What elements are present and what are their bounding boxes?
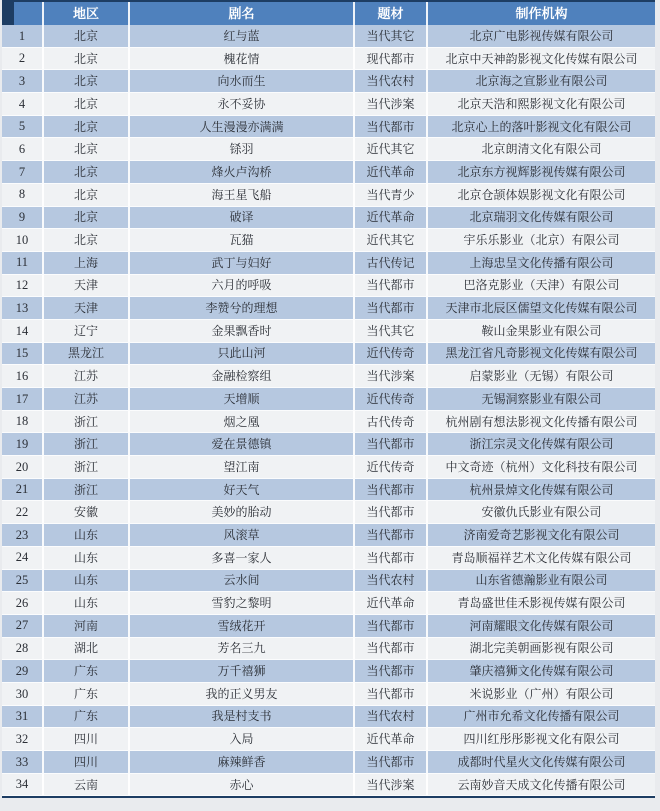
row-number-cell: 25 (2, 570, 44, 592)
table-row (2, 320, 655, 343)
row-number-cell: 30 (2, 683, 44, 705)
region-cell: 浙江 (44, 433, 130, 455)
producer-cell: 安徽仇氏影业有限公司 (481, 505, 602, 520)
row-number-cell: 1 (2, 25, 44, 47)
title-cell: 烟之凰 (130, 411, 355, 433)
row-number-cell: 27 (2, 615, 44, 637)
row-number-cell: 16 (2, 365, 44, 387)
table-row (2, 706, 655, 729)
region-cell: 北京 (44, 138, 130, 160)
title-cell: 好天气 (130, 479, 355, 501)
genre-cell: 当代都市 (355, 524, 428, 546)
table-row (2, 547, 655, 570)
title-cell: 入局 (130, 728, 355, 750)
genre-cell: 当代都市 (355, 501, 428, 523)
region-cell: 广东 (44, 683, 130, 705)
title-cell: 破译 (130, 207, 355, 229)
table-row (2, 660, 655, 683)
genre-cell: 近代传奇 (355, 343, 428, 365)
table-row (2, 207, 655, 230)
producer-cell: 广州市允希文化传播有限公司 (463, 709, 620, 724)
region-cell: 浙江 (44, 456, 130, 478)
producer-cell: 青岛顺福祥艺术文化传媒有限公司 (451, 550, 632, 565)
genre-cell: 古代传奇 (355, 411, 428, 433)
table-row (2, 592, 655, 615)
genre-cell: 近代其它 (355, 138, 428, 160)
producer-cell: 四川红彤彤影视文化有限公司 (463, 732, 620, 747)
producer-cell: 云南妙音天成文化传播有限公司 (457, 777, 626, 792)
row-number-cell: 26 (2, 592, 44, 614)
producer-cell: 山东省德瀚影业有限公司 (475, 573, 608, 588)
title-cell: 望江南 (130, 456, 355, 478)
producer-cell: 济南爱奇艺影视文化有限公司 (463, 527, 620, 542)
genre-cell: 近代传奇 (355, 388, 428, 410)
title-cell: 瓦猫 (130, 229, 355, 251)
header-cell-title: 剧名 (130, 2, 355, 25)
table-row (2, 229, 655, 252)
row-number-cell: 21 (2, 479, 44, 501)
row-number-cell: 32 (2, 728, 44, 750)
genre-cell: 当代都市 (355, 297, 428, 319)
table-row (2, 615, 655, 638)
row-number-cell: 13 (2, 297, 44, 319)
title-cell: 海王星飞船 (130, 184, 355, 206)
genre-cell: 近代传奇 (355, 456, 428, 478)
producer-cell: 米说影业（广州）有限公司 (469, 686, 614, 701)
region-cell: 河南 (44, 615, 130, 637)
producer-cell: 巴洛克影业（天津）有限公司 (463, 278, 620, 293)
genre-cell: 现代都市 (355, 48, 428, 70)
row-number-cell: 28 (2, 638, 44, 660)
table-row (2, 365, 655, 388)
row-number-cell: 34 (2, 774, 44, 796)
row-number-cell: 12 (2, 275, 44, 297)
producer-cell: 北京东方视辉影视传媒有限公司 (457, 164, 626, 179)
title-cell: 风滚草 (130, 524, 355, 546)
region-cell: 北京 (44, 48, 130, 70)
row-number-cell: 22 (2, 501, 44, 523)
genre-cell: 当代都市 (355, 660, 428, 682)
region-cell: 北京 (44, 184, 130, 206)
table-row (2, 252, 655, 275)
row-number-cell: 23 (2, 524, 44, 546)
producer-cell: 肇庆禧狮文化传媒有限公司 (469, 664, 614, 679)
genre-cell: 近代革命 (355, 161, 428, 183)
producer-cell: 北京仓颉体娱影视文化有限公司 (457, 187, 626, 202)
region-cell: 天津 (44, 275, 130, 297)
title-cell: 多喜一家人 (130, 547, 355, 569)
region-cell: 北京 (44, 229, 130, 251)
genre-cell: 当代农村 (355, 570, 428, 592)
title-cell: 芳名三九 (130, 638, 355, 660)
table-body (2, 25, 655, 796)
table-row (2, 48, 655, 71)
header-corner-accent (2, 2, 14, 25)
title-cell: 麻辣鲜香 (130, 751, 355, 773)
genre-cell: 近代革命 (355, 728, 428, 750)
title-cell: 天增顺 (130, 388, 355, 410)
genre-cell: 当代都市 (355, 638, 428, 660)
table-row (2, 138, 655, 161)
table-row (2, 524, 655, 547)
row-number-cell: 24 (2, 547, 44, 569)
row-number-cell: 3 (2, 70, 44, 92)
genre-cell: 当代农村 (355, 706, 428, 728)
genre-cell: 当代涉案 (355, 93, 428, 115)
genre-cell: 当代都市 (355, 479, 428, 501)
row-number-cell: 33 (2, 751, 44, 773)
producer-cell: 河南耀眼文化传媒有限公司 (469, 618, 614, 633)
title-cell: 爱在景德镇 (130, 433, 355, 455)
table-row (2, 433, 655, 456)
table-row (2, 275, 655, 298)
row-number-cell: 9 (2, 207, 44, 229)
genre-cell: 近代革命 (355, 592, 428, 614)
table-row (2, 570, 655, 593)
table-row (2, 388, 655, 411)
title-cell: 赤心 (130, 774, 355, 796)
region-cell: 湖北 (44, 638, 130, 660)
table-row (2, 728, 655, 751)
region-cell: 辽宁 (44, 320, 130, 342)
region-cell: 浙江 (44, 479, 130, 501)
row-number-cell: 10 (2, 229, 44, 251)
producer-cell: 无锡洞察影业有限公司 (481, 391, 602, 406)
genre-cell: 当代农村 (355, 70, 428, 92)
region-cell: 北京 (44, 116, 130, 138)
table-row (2, 93, 655, 116)
region-cell: 黑龙江 (44, 343, 130, 365)
region-cell: 云南 (44, 774, 130, 796)
title-cell: 雪豹之黎明 (130, 592, 355, 614)
genre-cell: 当代都市 (355, 547, 428, 569)
producer-cell: 上海忠呈文化传播有限公司 (469, 255, 614, 270)
row-number-cell: 5 (2, 116, 44, 138)
producer-cell: 北京中天神韵影视文化传媒有限公司 (445, 51, 638, 66)
genre-cell: 当代涉案 (355, 774, 428, 796)
region-cell: 江苏 (44, 388, 130, 410)
producer-cell: 北京天浩和熙影视文化有限公司 (457, 96, 626, 111)
producer-cell: 北京海之宣影业有限公司 (475, 74, 608, 89)
region-cell: 山东 (44, 547, 130, 569)
row-number-cell: 15 (2, 343, 44, 365)
table-row (2, 25, 655, 48)
region-cell: 广东 (44, 660, 130, 682)
row-number-cell: 7 (2, 161, 44, 183)
table-row (2, 343, 655, 366)
producer-cell: 杭州景焯文化传媒有限公司 (469, 482, 614, 497)
producer-cell: 北京朗清文化有限公司 (481, 142, 602, 157)
region-cell: 山东 (44, 570, 130, 592)
title-cell: 永不妥协 (130, 93, 355, 115)
genre-cell: 当代都市 (355, 683, 428, 705)
header-cell-region: 地区 (44, 2, 130, 25)
genre-cell: 近代其它 (355, 229, 428, 251)
region-cell: 山东 (44, 592, 130, 614)
genre-cell: 当代都市 (355, 433, 428, 455)
title-cell: 美妙的胎动 (130, 501, 355, 523)
title-cell: 我是村支书 (130, 706, 355, 728)
drama-table (2, 0, 655, 798)
producer-cell: 中文奇迹（杭州）文化科技有限公司 (445, 459, 638, 474)
table-row (2, 683, 655, 706)
producer-cell: 北京心上的落叶影视文化有限公司 (451, 119, 632, 134)
title-cell: 武丁与妇好 (130, 252, 355, 274)
table-row (2, 161, 655, 184)
producer-cell: 启蒙影业（无锡）有限公司 (469, 369, 614, 384)
genre-cell: 近代革命 (355, 207, 428, 229)
producer-cell: 北京广电影视传媒有限公司 (469, 28, 614, 43)
region-cell: 浙江 (44, 411, 130, 433)
genre-cell: 当代都市 (355, 275, 428, 297)
row-number-cell: 11 (2, 252, 44, 274)
title-cell: 金融检察组 (130, 365, 355, 387)
title-cell: 人生漫漫亦满满 (130, 116, 355, 138)
row-number-cell: 4 (2, 93, 44, 115)
region-cell: 广东 (44, 706, 130, 728)
table-row (2, 116, 655, 139)
genre-cell: 当代都市 (355, 751, 428, 773)
producer-cell: 宇乐乐影业（北京）有限公司 (463, 233, 620, 248)
row-number-cell: 19 (2, 433, 44, 455)
title-cell: 金果飘香时 (130, 320, 355, 342)
title-cell: 只此山河 (130, 343, 355, 365)
region-cell: 四川 (44, 728, 130, 750)
table-row (2, 456, 655, 479)
table-row (2, 184, 655, 207)
title-cell: 六月的呼吸 (130, 275, 355, 297)
row-number-cell: 17 (2, 388, 44, 410)
title-cell: 烽火卢沟桥 (130, 161, 355, 183)
row-number-cell: 2 (2, 48, 44, 70)
title-cell: 雪绒花开 (130, 615, 355, 637)
region-cell: 山东 (44, 524, 130, 546)
genre-cell: 当代青少 (355, 184, 428, 206)
title-cell: 红与蓝 (130, 25, 355, 47)
region-cell: 四川 (44, 751, 130, 773)
genre-cell: 当代涉案 (355, 365, 428, 387)
producer-cell: 杭州剧有想法影视文化传播有限公司 (445, 414, 638, 429)
table-row (2, 501, 655, 524)
table-row (2, 774, 655, 797)
genre-cell: 当代都市 (355, 615, 428, 637)
producer-cell: 鞍山金果影业有限公司 (481, 323, 602, 338)
producer-cell: 湖北完美朝画影视有限公司 (469, 641, 614, 656)
row-number-cell: 18 (2, 411, 44, 433)
region-cell: 北京 (44, 161, 130, 183)
header-cell-producer: 制作机构 (515, 6, 568, 21)
table-row (2, 411, 655, 434)
genre-cell: 当代都市 (355, 116, 428, 138)
table-row (2, 638, 655, 661)
title-cell: 我的正义男友 (130, 683, 355, 705)
title-cell: 李赞兮的理想 (130, 297, 355, 319)
row-number-cell: 8 (2, 184, 44, 206)
producer-cell: 成都时代星火文化传媒有限公司 (457, 754, 626, 769)
region-cell: 北京 (44, 207, 130, 229)
genre-cell: 当代其它 (355, 25, 428, 47)
header-cell-genre: 题材 (355, 2, 428, 25)
genre-cell: 当代其它 (355, 320, 428, 342)
table-header (2, 2, 655, 25)
region-cell: 北京 (44, 25, 130, 47)
region-cell: 上海 (44, 252, 130, 274)
region-cell: 安徽 (44, 501, 130, 523)
genre-cell: 古代传记 (355, 252, 428, 274)
producer-cell: 黑龙江省凡奇影视文化传媒有限公司 (445, 346, 638, 361)
producer-cell: 北京瑞羽文化传媒有限公司 (469, 210, 614, 225)
table-row (2, 751, 655, 774)
table-row (2, 70, 655, 93)
region-cell: 北京 (44, 93, 130, 115)
title-cell: 槐花情 (130, 48, 355, 70)
producer-cell: 浙江宗灵文化传媒有限公司 (469, 437, 614, 452)
row-number-cell: 31 (2, 706, 44, 728)
title-cell: 铩羽 (130, 138, 355, 160)
row-number-cell: 20 (2, 456, 44, 478)
title-cell: 万千禧狮 (130, 660, 355, 682)
title-cell: 向水而生 (130, 70, 355, 92)
region-cell: 北京 (44, 70, 130, 92)
row-number-cell: 6 (2, 138, 44, 160)
row-number-cell: 14 (2, 320, 44, 342)
row-number-cell: 29 (2, 660, 44, 682)
region-cell: 江苏 (44, 365, 130, 387)
table-row (2, 297, 655, 320)
title-cell: 云水间 (130, 570, 355, 592)
producer-cell: 青岛盛世佳禾影视传媒有限公司 (457, 596, 626, 611)
producer-cell: 天津市北辰区儒望文化传媒有限公司 (445, 301, 638, 316)
table-row (2, 479, 655, 502)
region-cell: 天津 (44, 297, 130, 319)
